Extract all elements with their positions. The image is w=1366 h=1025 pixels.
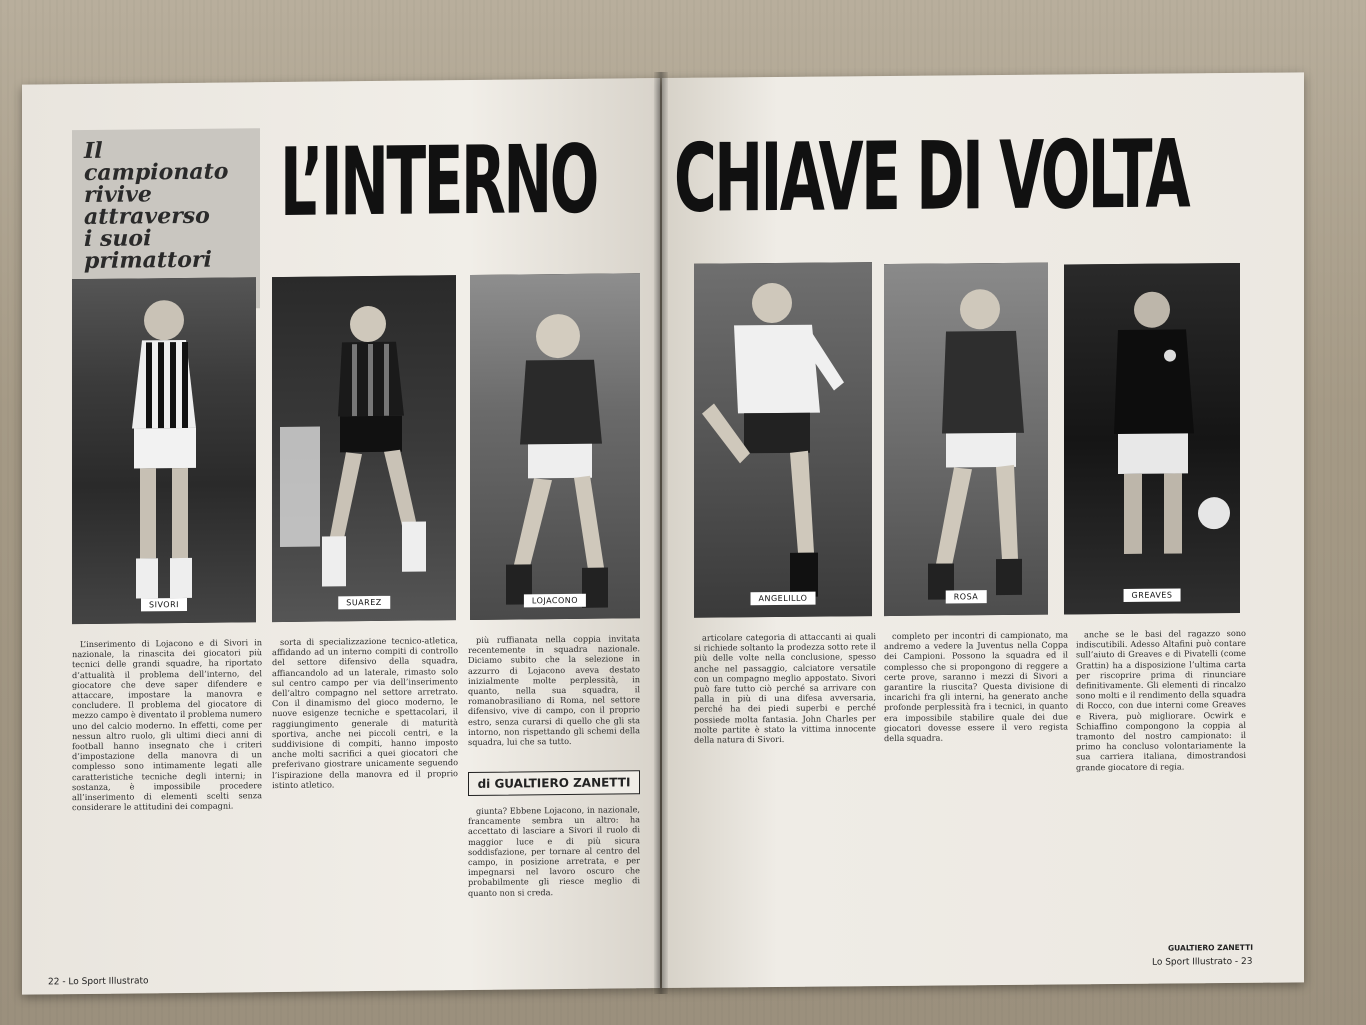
- photo-rosa: [884, 263, 1048, 616]
- magazine-spread: [22, 78, 1304, 988]
- photo-lojacono: [470, 273, 640, 620]
- player-figure: [694, 262, 872, 618]
- spine-gutter: [654, 72, 668, 994]
- article-paragraph: completo per incontri di campionato, ma andremo a vedere la Juventus nella Coppa dei Campioni. Possono la squadra ed il complesso che si propongono di reggere a certe prove, saranno i mezzi di Sivori a garantire la riuscita? Questa divisione di incarichi fra gli interni, ha generato anche profonde perplessità fra i tecnici, in quanto era impossibile stabilire quale dei due giocatori dovesse essere il vero regista della squadra.: [884, 629, 1068, 744]
- left-page: [22, 78, 660, 995]
- photo-caption: ANGELILLO: [751, 592, 816, 606]
- text-column: [468, 633, 640, 760]
- player-figure: [272, 275, 456, 622]
- player-figure: [470, 273, 640, 620]
- kicker-line: Il campionato: [84, 137, 229, 187]
- text-column: [694, 631, 876, 963]
- player-figure: [1064, 263, 1240, 615]
- kicker-line: primattori: [84, 246, 212, 275]
- photo-caption: SIVORI: [141, 598, 187, 611]
- article-paragraph: giunta? Ebbene Lojacono, in nazionale, francamente sembra un altro: ha accettato di lasciare a Sivori il ruolo di maggior luce e di più sicura soddisfazione, per tornare al centro del campo, in posizione arretrata, e per impegnarsi nel lavoro oscuro che probabilmente gli riesce meglio di quanto non si creda.: [468, 804, 640, 898]
- photo-caption: SUAREZ: [338, 596, 390, 610]
- photo-angelillo: [694, 262, 872, 618]
- folio-left: 22 - Lo Sport Illustrato: [48, 976, 149, 988]
- text-column: [272, 635, 458, 967]
- photo-caption: LOJACONO: [524, 594, 586, 608]
- text-column: [884, 629, 1068, 961]
- photo-caption: ROSA: [946, 590, 987, 603]
- photo-suarez: [272, 275, 456, 622]
- player-figure: [72, 277, 256, 624]
- headline-right: CHIAVE DI VOLTA: [674, 120, 1189, 234]
- article-paragraph: anche se le basi del ragazzo sono indiscutibili. Adesso Altafini può contare sull’aiuto di Greaves e di Pivatelli (come Grattin) ha a disposizione l’ultima carta per riscoprire prima di rinunciare definitivamente. Gli elementi di rincalzo sono molti e il rendimento della squadra di Rocco, con due interni come Greaves e Rivera, può migliorare. Ocwirk e Schiaffino compongono la coppia al tramonto del nostro campionato: il primo ha concluso volontariamente la sua carriera italiana, dimostrandosi grande giocatore di regia.: [1076, 627, 1246, 773]
- article-paragraph: sorta di specializzazione tecnico-atletica, affidando ad un interno compiti di controllo del settore difensivo della squadra, affiancandolo ad un laterale, rimasto solo sul centro campo per via dell’inserimento dell’altro compagno nel settore arretrato. Con il dinamismo del gioco moderno, le nuove esigenze tecniche e spettacolari, il raggiungimento generale di maturità sportiva, anche nei piccoli centri, e la suddivisione di compiti, hanno imposto anche molti sacrifici a quei giocatori che preferivano giostrare unicamente seguendo l’ispirazione della manovra ed il proprio istinto atletico.: [272, 635, 458, 790]
- kicker-line: rivive: [84, 181, 152, 209]
- folio-right: Lo Sport Illustrato - 23: [1152, 956, 1253, 968]
- text-column: [468, 804, 640, 966]
- article-paragraph: L’inserimento di Lojacono e di Sivori in nazionale, la rinascita dei giocatori più tecnici delle grandi squadre, ha riportato d’attualità il problema dell’interno, del giocatore che deve saper difendere e attaccare, impostare la manovra e concludere. Il problema del giocatore di mezzo campo è diventato il problema numero uno del calcio moderno. In effetti, come per nessun altro ruolo, gli ultimi dieci anni di football hanno insegnato che i criteri d’impostazione della manovra di un complesso sono intimamente legati alle caratteristiche tecniche degli interni; in sostanza, è impossibile procedere all’inserimento di elementi scelti senza considerare le attitudini dei compagni.: [72, 637, 262, 813]
- photo-caption: GREAVES: [1124, 588, 1181, 601]
- player-figure: [884, 263, 1048, 616]
- photo-sivori: [72, 277, 256, 624]
- author-signature: GUALTIERO ZANETTI: [1168, 942, 1253, 953]
- article-paragraph: più ruffianata nella coppia invitata recentemente in squadra nazionale. Diciamo subito che la selezione in azzurro di Lojacono aveva destato inizialmente molte perplessità, in quanto, nella sua squadra, il romanobrasiliano di Roma, nel settore difensivo, vive di campo, con il proprio estro, senza curarsi di quello che gli sta intorno, non rispettando gli schemi della squadra, lui che sa tutto.: [468, 633, 640, 748]
- kicker-line: i suoi: [84, 225, 152, 253]
- right-page: [662, 72, 1304, 988]
- text-column: [1076, 628, 1246, 939]
- kicker-line: attraverso: [84, 202, 210, 231]
- byline: di GUALTIERO ZANETTI: [468, 770, 640, 796]
- photo-greaves: [1064, 263, 1240, 615]
- article-paragraph: articolare categoria di attaccanti ai quali si richiede soltanto la prodezza sotto rete il più delle volte nella conclusione, spesso anche nel passaggio, calciatore versatile con un compagno meglio appostato. Sivori può fare tutto ciò perché sa arrivare con palla in più di una difesa avversaria, perché ha dei piedi superbi e perché possiede molta fantasia. John Charles per molte partite è stato la vittima innocente della natura di Sivori.: [694, 631, 876, 745]
- text-column: [72, 637, 262, 969]
- headline-left: L’INTERNO: [280, 125, 597, 238]
